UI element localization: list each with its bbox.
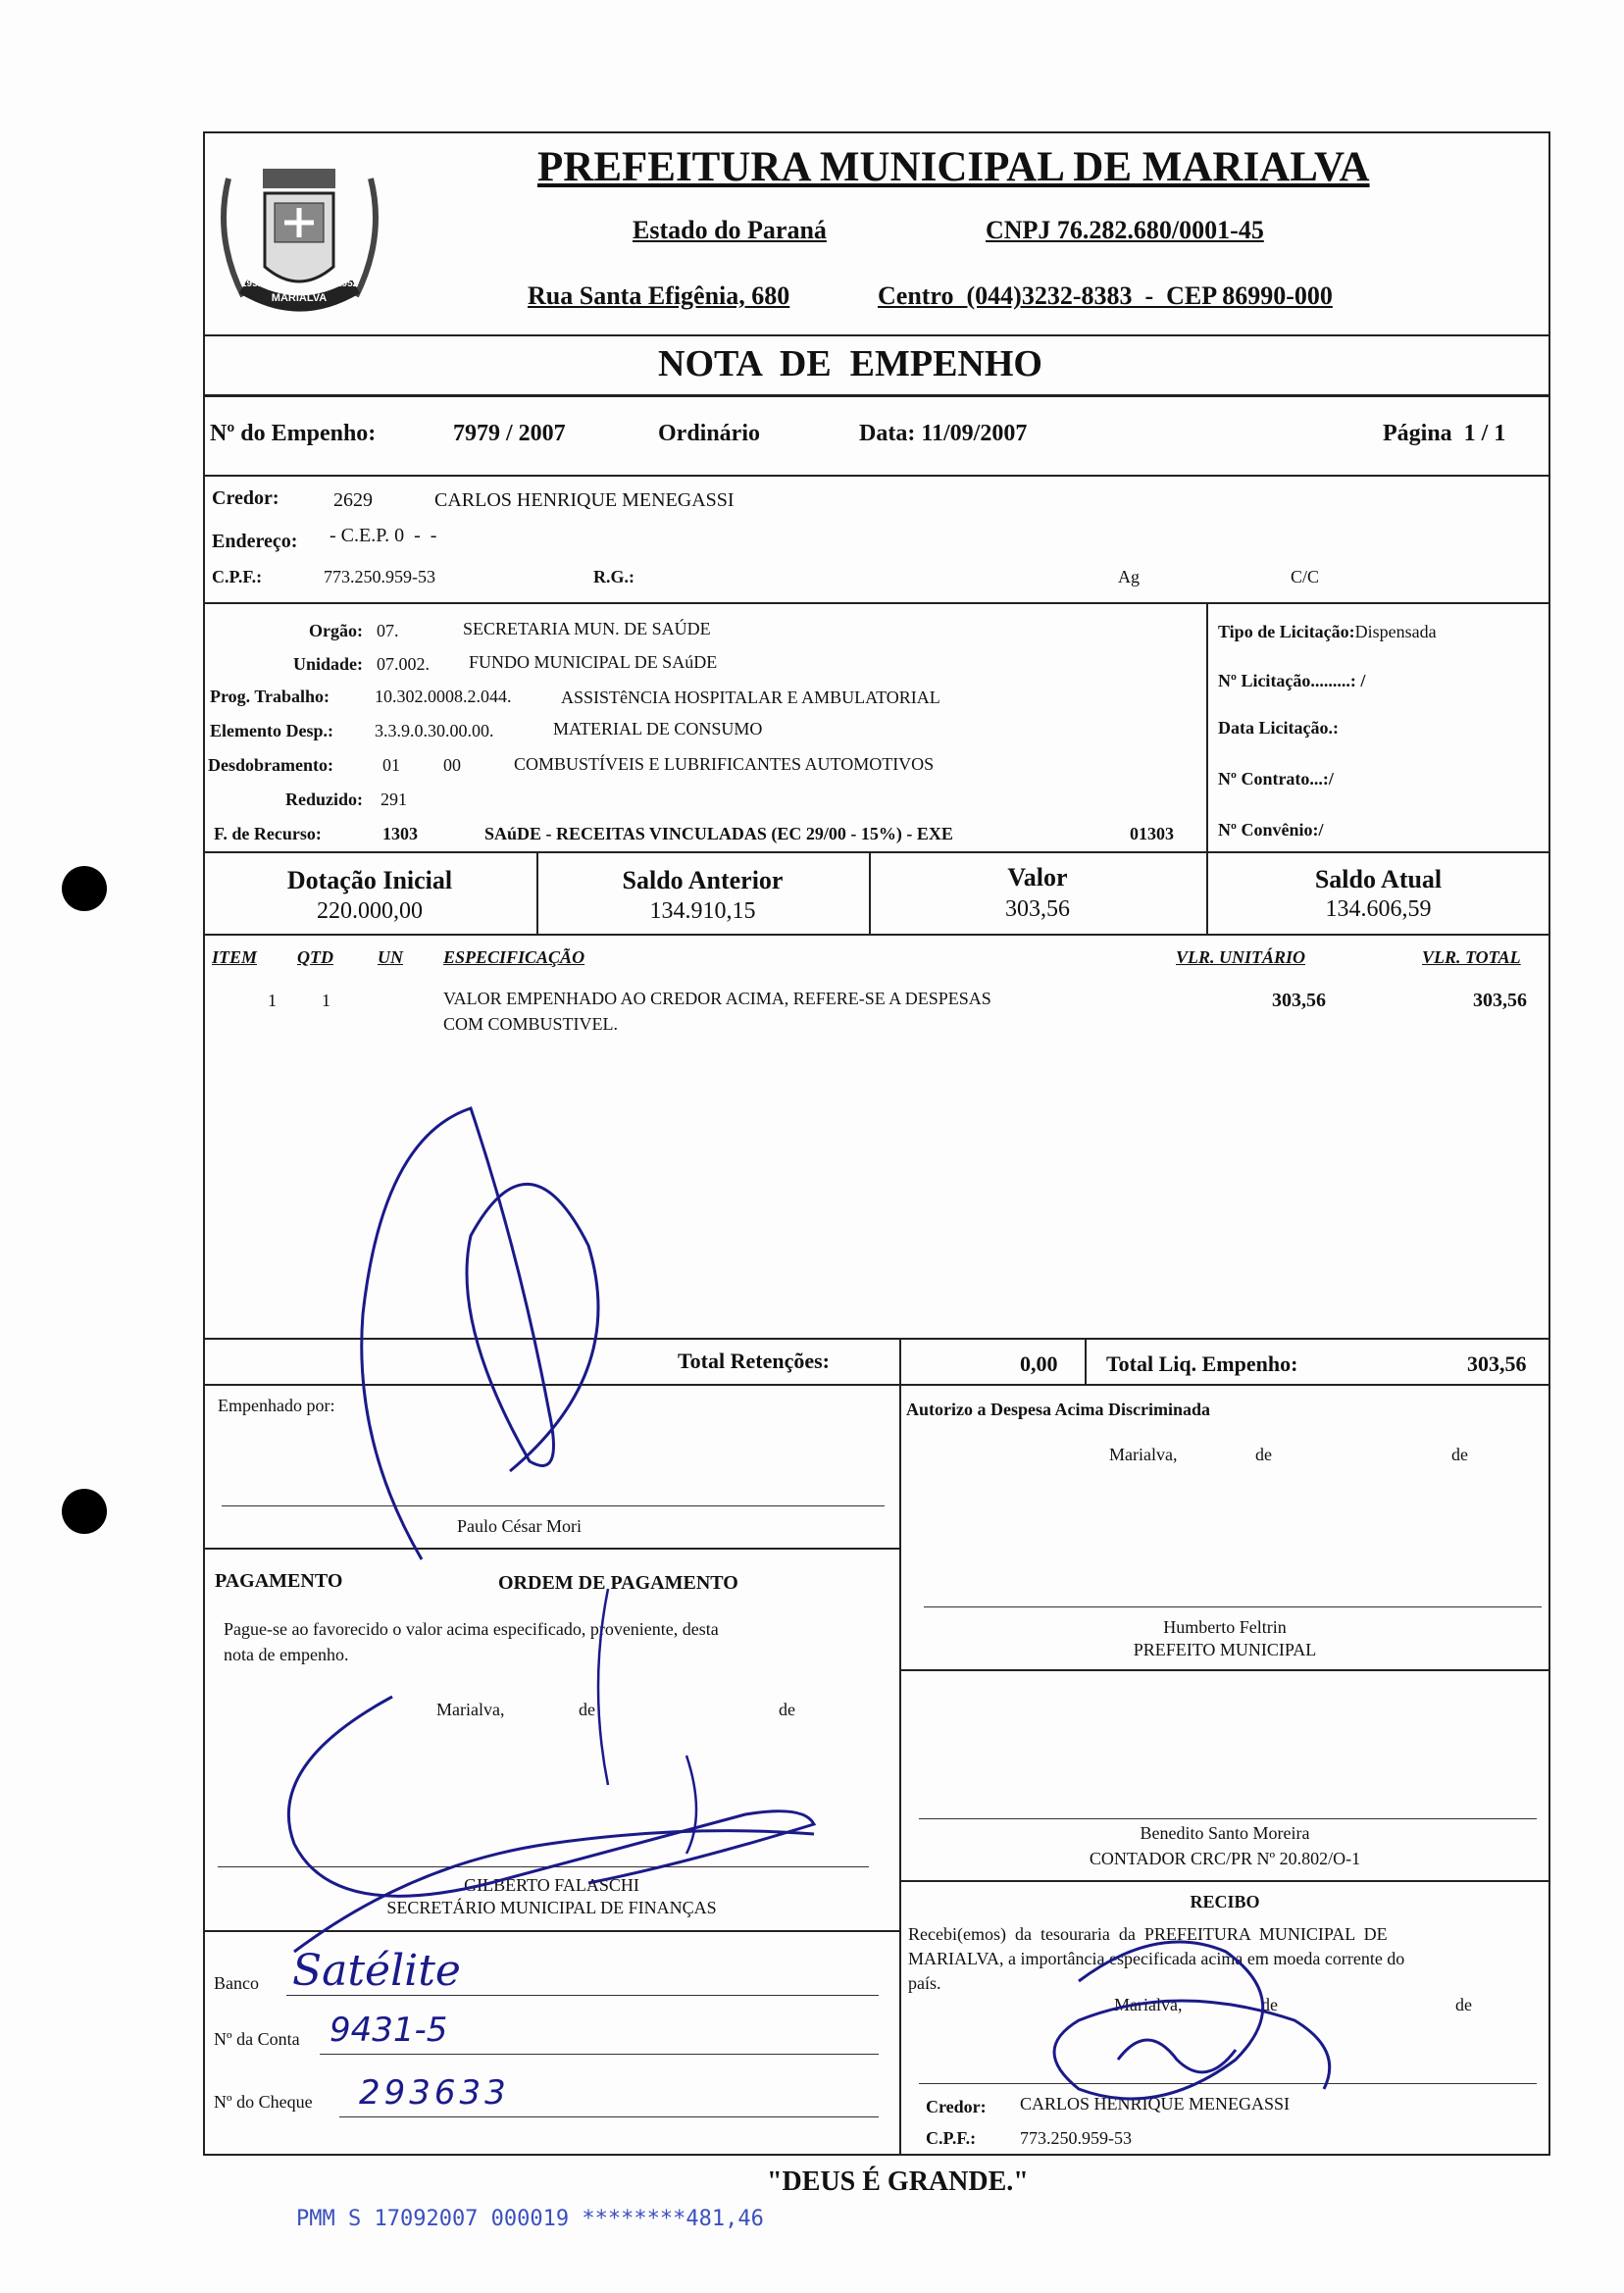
prog-label: Prog. Trabalho: <box>210 687 330 706</box>
credor-code: 2629 <box>333 489 373 511</box>
item-desc-line2: COM COMBUSTIVEL. <box>443 1014 619 1034</box>
valor-label: Valor <box>1007 863 1068 892</box>
secretario-name: GILBERTO FALASCHI <box>464 1875 639 1895</box>
desdobramento-b: 00 <box>443 755 461 775</box>
dotacao-label: Dotação Inicial <box>286 866 453 894</box>
unidade-label: Unidade: <box>292 654 363 674</box>
item-unit: 303,56 <box>1272 990 1326 1011</box>
recibo-line1: Recebi(emos) da tesouraria da PREFEITURA MUNICIPAL DE <box>908 1924 1388 1944</box>
recurso-name: SAúDE - RECEITAS VINCULADAS (EC 29/00 - 15%) - EXE <box>484 824 953 843</box>
credor-cpf: 773.250.959-53 <box>324 567 435 586</box>
recibo-line2: MARIALVA, a importância especificada acima em moeda corrente do <box>908 1949 1405 1968</box>
elemento-label: Elemento Desp.: <box>210 721 333 740</box>
col-total: VLR. TOTAL <box>1422 947 1521 967</box>
elemento-name: MATERIAL DE CONSUMO <box>553 719 763 739</box>
saldo-anterior-label: Saldo Anterior <box>622 866 784 894</box>
ordem-label: ORDEM DE PAGAMENTO <box>498 1572 738 1594</box>
seal-year-right: 1952 <box>336 279 359 289</box>
pague-line2: nota de empenho. <box>224 1645 349 1664</box>
col-un: UN <box>378 947 403 967</box>
credor-address: - C.E.P. 0 - - <box>330 525 437 546</box>
orgao-name: SECRETARIA MUN. DE SAÚDE <box>463 619 711 638</box>
seal-year-left: 1951 <box>241 279 264 289</box>
empenho-type: Ordinário <box>658 421 761 446</box>
address: Rua Santa Efigênia, 680 <box>528 281 790 310</box>
prog-name: ASSISTêNCIA HOSPITALAR E AMBULATORIAL <box>561 688 940 707</box>
recibo-credor-label: Credor: <box>926 2097 987 2116</box>
cnpj: CNPJ 76.282.680/0001-45 <box>986 216 1264 244</box>
licitacao-date: Data Licitação.: <box>1218 718 1339 738</box>
cc-label: C/C <box>1291 567 1320 586</box>
credor-label: Credor: <box>212 487 279 509</box>
prog-code: 10.302.0008.2.044. <box>375 687 512 706</box>
item-desc-line1: VALOR EMPENHADO AO CREDOR ACIMA, REFERE-SE A DESPESAS <box>443 989 991 1008</box>
doc-title: NOTA DE EMPENHO <box>658 343 1042 384</box>
page-title: PREFEITURA MUNICIPAL DE MARIALVA <box>537 144 1370 190</box>
recibo-line3: país. <box>908 1973 941 1993</box>
item-total: 303,56 <box>1473 990 1527 1011</box>
saldo-anterior-value: 134.910,15 <box>649 898 756 924</box>
municipal-seal <box>204 139 394 331</box>
recurso-label: F. de Recurso: <box>214 824 322 843</box>
autorizo-de2: de <box>1451 1445 1468 1464</box>
recibo-cpf-label: C.P.F.: <box>926 2128 977 2148</box>
contador-name: Benedito Santo Moreira <box>1140 1823 1310 1843</box>
desdobramento-label: Desdobramento: <box>208 755 333 775</box>
district-phone-cep: Centro (044)3232-8383 - CEP 86990-000 <box>878 281 1333 310</box>
state-name: Estado do Paraná <box>633 216 827 244</box>
unidade-name: FUNDO MUNICIPAL DE SAúDE <box>469 652 718 672</box>
col-qtd: QTD <box>297 947 333 967</box>
valor-value: 303,56 <box>1005 896 1070 922</box>
licitacao-number: Nº Licitação.........: / <box>1218 671 1366 690</box>
retencoes-label: Total Retenções: <box>678 1349 830 1373</box>
recibo-cpf-value: 773.250.959-53 <box>1020 2128 1132 2148</box>
recurso-code: 1303 <box>382 824 418 843</box>
recibo-credor-name: CARLOS HENRIQUE MENEGASSI <box>1020 2094 1291 2114</box>
ag-label: Ag <box>1118 567 1140 586</box>
recurso-code2: 01303 <box>1130 824 1174 843</box>
prefeito-name: Humberto Feltrin <box>1163 1617 1287 1637</box>
pague-line1: Pague-se ao favorecido o valor acima especificado, proveniente, desta <box>224 1619 719 1639</box>
pagamento-label: PAGAMENTO <box>215 1570 343 1592</box>
autorizo-label: Autorizo a Despesa Acima Discriminada <box>906 1400 1210 1419</box>
orgao-label: Orgão: <box>309 621 363 640</box>
licitacao-type-label: Tipo de Licitação:Dispensada <box>1218 622 1437 641</box>
contador-title: CONTADOR CRC/PR Nº 20.802/O-1 <box>1089 1849 1361 1868</box>
punch-hole-bottom <box>62 1489 107 1534</box>
retencoes-value: 0,00 <box>1020 1351 1058 1376</box>
empenho-label: Nº do Empenho: <box>210 421 377 446</box>
empenho-date: Data: 11/09/2007 <box>859 421 1028 446</box>
recibo-de1: de <box>1261 1995 1278 2014</box>
col-espec: ESPECIFICAÇÃO <box>443 947 585 967</box>
payment-stamp: PMM S 17092007 000019 ********481,46 <box>296 2207 764 2231</box>
empenhado-label: Empenhado por: <box>218 1396 335 1415</box>
recibo-de2: de <box>1455 1995 1472 2014</box>
empenho-number: 7979 / 2007 <box>453 421 566 446</box>
pagamento-de2: de <box>779 1700 795 1719</box>
desdobramento-name: COMBUSTÍVEIS E LUBRIFICANTES AUTOMOTIVOS <box>514 754 935 774</box>
secretario-title: SECRETÁRIO MUNICIPAL DE FINANÇAS <box>386 1898 717 1917</box>
autorizo-de1: de <box>1255 1445 1272 1464</box>
desdobramento-a: 01 <box>382 755 400 775</box>
seal-name: MARIALVA <box>271 292 328 304</box>
recibo-title: RECIBO <box>1190 1892 1260 1911</box>
elemento-code: 3.3.9.0.30.00.00. <box>375 721 494 740</box>
empenhado-name: Paulo César Mori <box>457 1516 582 1536</box>
page-number: Página 1 / 1 <box>1383 421 1506 446</box>
conta-label: Nº da Conta <box>214 2029 300 2049</box>
pagamento-city: Marialva, <box>436 1700 505 1719</box>
cheque-value: 293633 <box>359 2073 510 2113</box>
cheque-label: Nº do Cheque <box>214 2092 313 2112</box>
punch-hole-top <box>62 866 107 911</box>
credor-name: CARLOS HENRIQUE MENEGASSI <box>434 489 735 511</box>
motto: "DEUS É GRANDE." <box>767 2166 1029 2197</box>
contrato-number: Nº Contrato...:/ <box>1218 769 1334 789</box>
unidade-code: 07.002. <box>377 654 430 674</box>
rg-label: R.G.: <box>593 567 634 586</box>
saldo-atual-label: Saldo Atual <box>1314 865 1443 893</box>
prefeito-title: PREFEITO MUNICIPAL <box>1133 1640 1317 1659</box>
col-item: ITEM <box>212 947 258 967</box>
col-unit: VLR. UNITÁRIO <box>1176 947 1306 967</box>
licitacao-type-value: Dispensada <box>1354 622 1437 641</box>
reduzido-value: 291 <box>381 790 407 809</box>
reduzido-label: Reduzido: <box>284 790 363 809</box>
address-label: Endereço: <box>212 531 298 552</box>
liq-label: Total Liq. Empenho: <box>1106 1351 1298 1376</box>
cpf-label: C.P.F.: <box>212 567 263 586</box>
saldo-atual-value: 134.606,59 <box>1325 896 1432 922</box>
item-number: 1 <box>268 991 277 1010</box>
autorizo-city: Marialva, <box>1109 1445 1178 1464</box>
conta-value: 9431-5 <box>330 2011 448 2050</box>
recibo-city: Marialva, <box>1114 1995 1183 2014</box>
pagamento-de1: de <box>579 1700 595 1719</box>
liq-value: 303,56 <box>1467 1351 1527 1376</box>
banco-value: Satélite <box>292 1946 461 1996</box>
convenio-number: Nº Convênio:/ <box>1218 820 1324 840</box>
banco-label: Banco <box>214 1973 259 1993</box>
dotacao-value: 220.000,00 <box>317 898 423 924</box>
orgao-code: 07. <box>377 621 399 640</box>
item-qtd: 1 <box>322 991 330 1010</box>
